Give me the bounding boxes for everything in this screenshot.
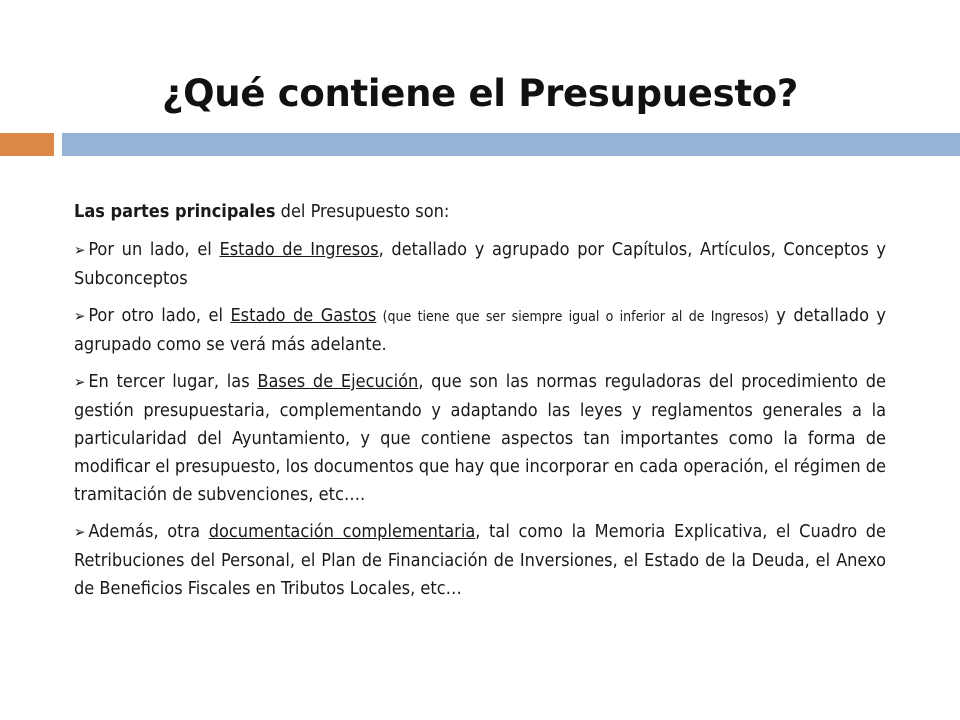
bullet-small-note: (que tiene que ser siempre igual o inferior al de Ingresos) — [376, 309, 769, 325]
bullet-text-post: , detallado y agrupado por Capítulos, Artículos, Conceptos y Subconceptos — [74, 239, 887, 289]
bullet-documentacion-complementaria — [74, 518, 886, 603]
bullet-underlined-term: Estado de Gastos — [230, 305, 377, 326]
bullet-underlined-term: documentación complementaria — [208, 521, 476, 542]
bullet-bases-ejecucion — [74, 368, 886, 509]
slide-title: ¿Qué contiene el Presupuesto? — [161, 72, 798, 115]
arrow-bullet-icon: ➢ — [74, 307, 86, 325]
bullet-text-pre: Además, otra — [88, 521, 209, 542]
accent-bar-orange — [0, 133, 54, 156]
bullet-estado-gastos — [74, 302, 886, 359]
arrow-bullet-icon: ➢ — [74, 523, 86, 541]
arrow-bullet-icon: ➢ — [74, 241, 86, 259]
bullet-text-pre: Por un lado, el — [88, 239, 220, 260]
intro-rest: del Presupuesto son: — [275, 201, 450, 222]
bullet-text-pre: Por otro lado, el — [88, 305, 231, 326]
bullet-underlined-term: Bases de Ejecución — [257, 371, 419, 392]
bullet-text-post: y detallado y agrupado como se verá más adelante. — [74, 305, 886, 355]
bullet-text-post: , que son las normas reguladoras del procedimiento de gestión presupuestaria, complementando y adaptando las leyes y reglamentos generales a la particularidad del Ayuntamiento, y que contiene aspectos tan importantes como la forma de modificar el presupuesto, los documentos que hay que incorporar en cada operación, el régimen de tramitación de subvenciones, etc…. — [74, 371, 886, 505]
bullet-estado-ingresos — [74, 236, 886, 293]
bullet-underlined-term: Estado de Ingresos — [219, 239, 379, 260]
bullet-text-post: , tal como la Memoria Explicativa, el Cuadro de Retribuciones del Personal, el Plan de Financiación de Inversiones, el Estado de la Deuda, el Anexo de Beneficios Fiscales en Tributos Locales, etc… — [74, 521, 886, 599]
accent-bar-blue — [62, 133, 960, 156]
arrow-bullet-icon: ➢ — [74, 373, 86, 391]
intro-bold: Las partes principales — [74, 201, 276, 222]
bullet-text-pre: En tercer lugar, las — [88, 371, 258, 392]
slide-body — [74, 198, 886, 612]
intro-line — [74, 198, 886, 226]
